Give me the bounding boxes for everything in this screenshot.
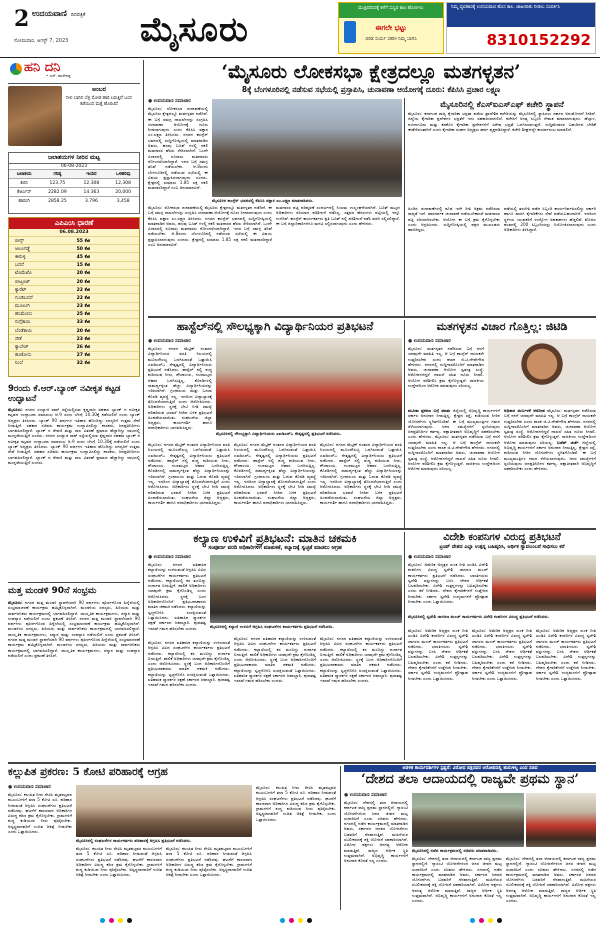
- table-cell: 14.363: [76, 188, 108, 197]
- story-byline: ● ಉದಯವಾಣಿ ಸಮಾಚಾರ: [408, 339, 451, 344]
- story-body: ಮೈಸೂರು: ಕಲುಷಿತ ನೀರು ಸೇವಿಸಿ ಮೃತಪಟ್ಟವರ ಕುಟುಂಬಗಳಿಗೆ ತಲಾ 5 ಕೋಟಿ ರೂ. ಪರಿಹಾರ ನೀಡುವಂತೆ ಆಗ್ರಹಿಸಿ ಸಂಘಟನೆಗಳು ಪ್ರತಿಭಟನೆ ನಡೆಸಿದವು. ಘಟನೆಗೆ ಕಾರಣರಾದ ಅಧಿಕಾರಿಗಳ ವಿರುದ್ಧ ಕಠಿಣ ಕ್ರಮ ಕೈಗೊಳ್ಳಬೇಕು. ಗ್ರಾಮಗಳಿಗೆ ಶುದ್ಧ ಕುಡಿಯುವ ನೀರು ಪೂರೈಸಬೇಕು. ಅಸ್ವಸ್ಥರಾದವರಿಗೆ ಉಚಿತ ಚಿಕಿತ್ಸೆ ನೀಡಬೇಕು ಎಂದು ಒತ್ತಾಯಿಸಿದರು.: [8, 792, 72, 835]
- story-foreign: [408, 532, 596, 551]
- story-headline: ಹಾಸ್ಟೆಲ್‌ನಲ್ಲಿ ಸೌಲಭ್ಯಕ್ಕಾಗಿ ವಿದ್ಯಾರ್ಥಿನಿಯರ ಪ್ರತಿಭಟನೆ: [176, 319, 374, 333]
- apmc-item-name: ಸೌತೆ: [15, 336, 22, 342]
- advert-box-2: [446, 2, 596, 54]
- story-body-col: ಮೈಸೂರು: ದೇಶದಲ್ಲಿ ತಲಾ ಆದಾಯದಲ್ಲಿ ಕರ್ನಾಟಕ ರಾಜ್ಯ ಪ್ರಥಮ ಸ್ಥಾನದಲ್ಲಿದೆ. ಗ್ಯಾರಂಟಿ ಯೋಜನೆಗಳಿಂದ ಜನರ ಜೀವನ ಮಟ್ಟ ಸುಧಾರಿಸಿದೆ ಎಂದು ಸಚಿವರು ಹೇಳಿದರು. ನಗರದಲ್ಲಿ ನಡೆದ ಕಾರ್ಯಕ್ರಮದಲ್ಲಿ ಮಾತನಾಡಿದ ಅವರು, ಸರ್ಕಾರದ ಜನಪರ ಯೋಜನೆಗಳು ಬಡವರಿಗೆ ನೆರವಾಗುತ್ತಿವೆ. ಮಹಿಳೆಯರ ಸಬಲೀಕರಣಕ್ಕೆ ಶಕ್ತಿ ಯೋಜನೆ ಸಹಕಾರಿಯಾಗಿದೆ. ವಿರೋಧ ಪಕ್ಷಗಳು ಅನಗತ್ಯ ಆರೋಪ ಮಾಡುತ್ತಿವೆ. ರಾಜ್ಯದ ಆರ್ಥಿಕ ಸ್ಥಿತಿ ಉತ್ತಮವಾಗಿದೆ. ಅಭಿವೃದ್ಧಿ ಕಾರ್ಯಗಳಿಗೆ ಅನುದಾನ ಕೊರತೆ ಇಲ್ಲ ಎಂದರು.: [412, 856, 502, 904]
- story-body: ಮೈಸೂರು: ನಗರದ ಮತ್ತ ಮಂಡಳಿ ಸ್ಥಾಪನೆಯಾಗಿ 90 ವರ್ಷಗಳು ಪೂರ್ಣಗೊಂಡ ಹಿನ್ನೆಲೆಯಲ್ಲಿ ಸಂಭ್ರಮಾಚರಣೆ ಕಾರ್ಯಕ್ರಮ ಹಮ್ಮಿಕೊಳ್ಳಲಾಗಿದೆ. ಮಂಡಳಿಯ ಸದಸ್ಯರು, ಹಿರಿಯರು ಮತ್ತು ಸಾರ್ವಜನಿಕರು ಕಾರ್ಯಕ್ರಮದಲ್ಲಿ ಭಾಗವಹಿಸಲಿದ್ದಾರೆ. ಸಾಂಸ್ಕೃತಿಕ ಕಾರ್ಯಕ್ರಮಗಳು, ಸನ್ಮಾನ ಮತ್ತು ಉಪನ್ಯಾಸ ನಡೆಯಲಿದೆ ಎಂದು ಪ್ರಕಟಣೆ ತಿಳಿಸಿದೆ. ನಗರದ ಮತ್ತ ಮಂಡಳಿ ಸ್ಥಾಪನೆಯಾಗಿ 90 ವರ್ಷಗಳು ಪೂರ್ಣಗೊಂಡ ಹಿನ್ನೆಲೆಯಲ್ಲಿ ಸಂಭ್ರಮಾಚರಣೆ ಕಾರ್ಯಕ್ರಮ ಹಮ್ಮಿಕೊಳ್ಳಲಾಗಿದೆ. ಮಂಡಳಿಯ ಸದಸ್ಯರು, ಹಿರಿಯರು ಮತ್ತು ಸಾರ್ವಜನಿಕರು ಕಾರ್ಯಕ್ರಮದಲ್ಲಿ ಭಾಗವಹಿಸಲಿದ್ದಾರೆ. ಸಾಂಸ್ಕೃತಿಕ ಕಾರ್ಯಕ್ರಮಗಳು, ಸನ್ಮಾನ ಮತ್ತು ಉಪನ್ಯಾಸ ನಡೆಯಲಿದೆ ಎಂದು ಪ್ರಕಟಣೆ ತಿಳಿಸಿದೆ. ನಗರದ ಮತ್ತ ಮಂಡಳಿ ಸ್ಥಾಪನೆಯಾಗಿ 90 ವರ್ಷಗಳು ಪೂರ್ಣಗೊಂಡ ಹಿನ್ನೆಲೆಯಲ್ಲಿ ಸಂಭ್ರಮಾಚರಣೆ ಕಾರ್ಯಕ್ರಮ ಹಮ್ಮಿಕೊಳ್ಳಲಾಗಿದೆ. ಮಂಡಳಿಯ ಸದಸ್ಯರು, ಹಿರಿಯರು ಮತ್ತು ಸಾರ್ವಜನಿಕರು ಕಾರ್ಯಕ್ರಮದಲ್ಲಿ ಭಾಗವಹಿಸಲಿದ್ದಾರೆ. ಸಾಂಸ್ಕೃತಿಕ ಕಾರ್ಯಕ್ರಮಗಳು, ಸನ್ಮಾನ ಮತ್ತು ಉಪನ್ಯಾಸ ನಡೆಯಲಿದೆ ಎಂದು ಪ್ರಕಟಣೆ ತಿಳಿಸಿದೆ.: [8, 600, 140, 658]
- page-number: 2: [14, 6, 30, 32]
- poem-title: ಅಂಬರ: [92, 86, 106, 93]
- desh-photo-caption: ಮೈಸೂರಿನಲ್ಲಿ ನಡೆದ ಕಾರ್ಯಕ್ರಮದಲ್ಲಿ ಸಚಿವರು ಮಾತನಾಡಿದರು.: [412, 848, 499, 853]
- story-headline: ವಿದೇಶಿ ಕಂಪನಿಗಳ ವಿರುದ್ಧ ಪ್ರತಿಭಟನೆ: [443, 532, 561, 543]
- apmc-item-name: ಹಸಿಮೆಣಸು: [15, 312, 33, 318]
- apmc-item-name: ಬದನೆ: [15, 263, 24, 269]
- story-body: ಮೈಸೂರು: ದೇಶದಲ್ಲಿ ತಲಾ ಆದಾಯದಲ್ಲಿ ಕರ್ನಾಟಕ ರಾಜ್ಯ ಪ್ರಥಮ ಸ್ಥಾನದಲ್ಲಿದೆ. ಗ್ಯಾರಂಟಿ ಯೋಜನೆಗಳಿಂದ ಜನರ ಜೀವನ ಮಟ್ಟ ಸುಧಾರಿಸಿದೆ ಎಂದು ಸಚಿವರು ಹೇಳಿದರು. ನಗರದಲ್ಲಿ ನಡೆದ ಕಾರ್ಯಕ್ರಮದಲ್ಲಿ ಮಾತನಾಡಿದ ಅವರು, ಸರ್ಕಾರದ ಜನಪರ ಯೋಜನೆಗಳು ಬಡವರಿಗೆ ನೆರವಾಗುತ್ತಿವೆ. ಮಹಿಳೆಯರ ಸಬಲೀಕರಣಕ್ಕೆ ಶಕ್ತಿ ಯೋಜನೆ ಸಹಕಾರಿಯಾಗಿದೆ. ವಿರೋಧ ಪಕ್ಷಗಳು ಅನಗತ್ಯ ಆರೋಪ ಮಾಡುತ್ತಿವೆ. ರಾಜ್ಯದ ಆರ್ಥಿಕ ಸ್ಥಿತಿ ಉತ್ತಮವಾಗಿದೆ. ಅಭಿವೃದ್ಧಿ ಕಾರ್ಯಗಳಿಗೆ ಅನುದಾನ ಕೊರತೆ ಇಲ್ಲ ಎಂದರು.: [344, 800, 408, 864]
- list-item: [9, 326, 139, 334]
- desh-photo-2: [526, 793, 596, 847]
- apmc-item-price: 22 ಕೆಜಿ: [76, 287, 90, 293]
- honey-dani-box: [8, 60, 140, 84]
- story-body: ಮೈಸೂರು: ಕರ್ನಾಟಕ ರಾಜ್ಯ ಕೈಗಾರಿಕಾ ಭದ್ರತಾ ಪಡೆಯ ಪ್ರಾದೇಶಿಕ ಕಚೇರಿಯನ್ನು ಮೈಸೂರಿನಲ್ಲಿ ಸ್ಥಾಪಿಸಲು ಸರ್ಕಾರ ಅನುಮೋದನೆ ನೀಡಿದೆ. ಜಿಲ್ಲೆಯ ಕೈಗಾರಿಕಾ ಪ್ರದೇಶಗಳ ಭದ್ರತೆಗೆ ಇದು ಸಹಕಾರಿಯಾಗಲಿದೆ. ಕಚೇರಿಗೆ ಅಗತ್ಯ ಸಿಬ್ಬಂದಿ ನೇಮಕ ಮಾಡಲಾಗುವುದು. ಹೆಬ್ಬಾಳ, ನಂಜನಗೂಡು ಮತ್ತು ಕಡಕೊಳ ಕೈಗಾರಿಕಾ ಪ್ರದೇಶಗಳಿಗೆ ವಿಶೇಷ ಭದ್ರತೆ ಒದಗಿಸಲಾಗುತ್ತದೆ. ಉದ್ದಿಮೆದಾರರ ಬಹುದಿನದ ಬೇಡಿಕೆ ಈಡೇರಿದಂತಾಗಿದೆ ಎಂದು ಕೈಗಾರಿಕಾ ಸಂಘದ ಅಧ್ಯಕ್ಷರು ಹರ್ಷ ವ್ಯಕ್ತಪಡಿಸಿದ್ದಾರೆ. ಕಚೇರಿ ಶೀಘ್ರದಲ್ಲೇ ಕಾರ್ಯಾರಂಭ ಮಾಡಲಿದೆ.: [408, 111, 596, 132]
- registration-dots: [470, 918, 502, 923]
- list-item: [9, 244, 139, 252]
- column-divider: [404, 98, 405, 316]
- kalupu-photo-caption: ಮೈಸೂರಿನಲ್ಲಿ ಸಂಘಟನೆಗಳ ಕಾರ್ಯಕರ್ತರು ಪರಿಹಾರಕ್ಕೆ ಆಗ್ರಹಿಸಿ ಪ್ರತಿಭಟನೆ ನಡೆಸಿದರು.: [76, 838, 192, 843]
- apmc-item-name: ಗುಂಡಿಬದನೆ: [15, 295, 33, 301]
- foreign-col: [408, 554, 488, 616]
- story-body-col: ಮೈಸೂರು: ನಗರದ ಐತಿಹಾಸಿಕ ಕಲ್ಯಾಣಿಯನ್ನು ಉಳಿಸುವಂತೆ ಆಗ್ರಹಿಸಿ ವಿವಿಧ ಸಂಘಟನೆಗಳ ಕಾರ್ಯಕರ್ತರು ಪ್ರತಿಭಟನೆ ನಡೆಸಿದರು. ಕಲ್ಯಾಣಿಯಲ್ಲಿ ಕಸ ತುಂಬಿದ್ದು ದುರ್ನಾತ ಬೀರುತ್ತಿದೆ. ಪಾಲಿಕೆ ಅಧಿಕಾರಿಗಳು ಯಾವುದೇ ಕ್ರಮ ಕೈಗೊಂಡಿಲ್ಲ ಎಂದು ಆರೋಪಿಸಿದರು. ಸ್ಥಳಕ್ಕೆ ಬಂದ ಅಧಿಕಾರಿಗಳೊಂದಿಗೆ ಪ್ರತಿಭಟನಾಕಾರರು ಮಾತಿನ ಚಕಮಕಿ ನಡೆಸಿದರು. ಕಲ್ಯಾಣಿಯನ್ನು ಸ್ವಚ್ಛಗೊಳಿಸಿ ಸಂರಕ್ಷಿಸುವಂತೆ ಒತ್ತಾಯಿಸಿದರು. ಐತಿಹಾಸಿಕ ಸ್ಮಾರಕಗಳ ರಕ್ಷಣೆ ಸರ್ಕಾರದ ಜವಾಬ್ದಾರಿ. ಪುರಾತತ್ವ ಇಲಾಖೆ ಗಮನ ಹರಿಸಬೇಕು ಎಂದರು.: [320, 636, 402, 684]
- story-headline: 9ರಂದು ಕೆ.ಆರ್.ಬ್ಯಾಂಕ್ ನವೀಕೃತ ಕಟ್ಟಡ ಉದ್ಘಾಟನೆ: [8, 384, 121, 404]
- story-headline: ಮತಗಳ್ಳತನ ವಿಚಾರ ಗೊತ್ತಿಲ್ಲ: ಜಿಟಿಡಿ: [436, 320, 568, 333]
- reservoir-date: 06-08-2023: [60, 164, 88, 169]
- story-desh: [344, 765, 596, 788]
- apmc-price-box: [8, 217, 140, 377]
- list-item: [9, 342, 139, 350]
- lead-byline: ● ಉದಯವಾಣಿ ಸಮಾಚಾರ: [148, 99, 191, 104]
- apmc-item-price: 20 ಕೆಜಿ: [76, 328, 90, 334]
- story-ksisf: [408, 99, 596, 207]
- lead-body-1: ಮೈಸೂರು: ಲೋಕಸಭಾ ಚುನಾವಣೆಯಲ್ಲಿ ಮೈಸೂರು ಕ್ಷೇತ್ರದಲ್ಲೂ ಮತಗಳ್ಳತನ ನಡೆದಿದೆ. ಈ ಬಗ್ಗೆ ಸಮಗ್ರ ದಾಖಲೆಗಳನ್ನು ಸಂಗ್ರಹಿಸಿ ಚುನಾವಣಾ ಆಯೋಗಕ್ಕೆ ದೂರು ನೀಡಲಾಗುವುದು ಎಂದು ಕೆಪಿಸಿಸಿ ವಕ್ತಾರ ಎಂ.ಲಕ್ಷ್ಮಣ ತಿಳಿಸಿದರು. ನಗರದ ಕಾಂಗ್ರೆಸ್ ಭವನದಲ್ಲಿ ಸುದ್ದಿಗೋಷ್ಠಿಯಲ್ಲಿ ಮಾತನಾಡಿದ ಅವರು, ಹಲವು ಬೂತ್ ಗಳಲ್ಲಿ ನಕಲಿ ಮತದಾರರ ಹೆಸರು ಸೇರಿಸಲಾಗಿದೆ. ಒಂದೇ ವಿಳಾಸದಲ್ಲಿ ನೂರಾರು ಮತದಾರರು ನೋಂದಣಿಯಾಗಿದ್ದಾರೆ. ಇದರ ಬಗ್ಗೆ ಸಮಗ್ರ ತನಿಖೆ ನಡೆಯಬೇಕು. ಆ.8ರಂದು ಬೆಂಗಳೂರಿನಲ್ಲಿ ನಡೆಯುವ ಸಭೆಯಲ್ಲಿ ಈ ವಿಷಯ ಪ್ರಸ್ತಾಪಿಸಲಾಗುವುದು ಎಂದರು. ಕ್ಷೇತ್ರದಲ್ಲಿ ಸುಮಾರು 1.85 ಲಕ್ಷ ನಕಲಿ ಮತದಾರರಿದ್ದಾರೆ ಎಂಬ ಅನುಮಾನವಿದೆ.: [148, 106, 208, 191]
- story-body-col: ಮೈಸೂರು: ದೇಶದಲ್ಲಿ ತಲಾ ಆದಾಯದಲ್ಲಿ ಕರ್ನಾಟಕ ರಾಜ್ಯ ಪ್ರಥಮ ಸ್ಥಾನದಲ್ಲಿದೆ. ಗ್ಯಾರಂಟಿ ಯೋಜನೆಗಳಿಂದ ಜನರ ಜೀವನ ಮಟ್ಟ ಸುಧಾರಿಸಿದೆ ಎಂದು ಸಚಿವರು ಹೇಳಿದರು. ನಗರದಲ್ಲಿ ನಡೆದ ಕಾರ್ಯಕ್ರಮದಲ್ಲಿ ಮಾತನಾಡಿದ ಅವರು, ಸರ್ಕಾರದ ಜನಪರ ಯೋಜನೆಗಳು ಬಡವರಿಗೆ ನೆರವಾಗುತ್ತಿವೆ. ಮಹಿಳೆಯರ ಸಬಲೀಕರಣಕ್ಕೆ ಶಕ್ತಿ ಯೋಜನೆ ಸಹಕಾರಿಯಾಗಿದೆ. ವಿರೋಧ ಪಕ್ಷಗಳು ಅನಗತ್ಯ ಆರೋಪ ಮಾಡುತ್ತಿವೆ. ರಾಜ್ಯದ ಆರ್ಥಿಕ ಸ್ಥಿತಿ ಉತ್ತಮವಾಗಿದೆ. ಅಭಿವೃದ್ಧಿ ಕಾರ್ಯಗಳಿಗೆ ಅನುದಾನ ಕೊರತೆ ಇಲ್ಲ ಎಂದರು.: [506, 856, 596, 904]
- apmc-item-name: ಟೊಮೆಟೊ: [15, 271, 32, 277]
- advert-phone-number: 8310152292: [486, 31, 591, 49]
- story-body: ಮೈಸೂರು: ನಗರದ ಮೆಟ್ರಿಕ್ ನಂತರದ ವಿದ್ಯಾರ್ಥಿನಿಯರ ವಸತಿ ನಿಲಯದಲ್ಲಿ ಮೂಲಸೌಲಭ್ಯ ಒದಗಿಸುವಂತೆ ಒತ್ತಾಯಿಸಿ ಎಐಡಿಎಸ್ಒ ನೇತೃತ್ವದಲ್ಲಿ ವಿದ್ಯಾರ್ಥಿನಿಯರು ಪ್ರತಿಭಟನೆ ನಡೆಸಿದರು. ಹಾಸ್ಟೆಲ್ ನಲ್ಲಿ ಶುದ್ಧ ಕುಡಿಯುವ ನೀರು, ಶೌಚಾಲಯ, ಗುಣಮಟ್ಟದ ಆಹಾರ ಒದಗಿಸುತ್ತಿಲ್ಲ. ಕೊಠಡಿಗಳಲ್ಲಿ ಸಾಮರ್ಥ್ಯಕ್ಕಿಂತ ಹೆಚ್ಚು ವಿದ್ಯಾರ್ಥಿನಿಯರನ್ನು ಇರಿಸಲಾಗಿದೆ. ಗ್ರಂಥಾಲಯ ಮತ್ತು ಓದುವ ಕೊಠಡಿ ವ್ಯವಸ್ಥೆ ಇಲ್ಲ. ಇದರಿಂದ ವಿದ್ಯಾಭ್ಯಾಸಕ್ಕೆ ತೊಂದರೆಯಾಗುತ್ತಿದೆ ಎಂದು ಆರೋಪಿಸಿದರು. ಅಧಿಕಾರಿಗಳು ಸ್ಥಳಕ್ಕೆ ಭೇಟಿ ನೀಡಿ ಸಮಸ್ಯೆ ಪರಿಹರಿಸುವ ಭರವಸೆ ನೀಡಿದ ಬಳಿಕ ಪ್ರತಿಭಟನೆ ಹಿಂಪಡೆಯಲಾಯಿತು. ಸಂಘಟನೆಯ ಜಿಲ್ಲಾ ಅಧ್ಯಕ್ಷರು, ಕಾರ್ಯದರ್ಶಿ ಹಾಗೂ ಪದಾಧಿಕಾರಿಗಳು ಭಾಗವಹಿಸಿದ್ದರು.: [148, 346, 212, 431]
- story-body-col: ಮೈಸೂರು: ಕಲುಷಿತ ನೀರು ಸೇವಿಸಿ ಮೃತಪಟ್ಟವರ ಕುಟುಂಬಗಳಿಗೆ ತಲಾ 5 ಕೋಟಿ ರೂ. ಪರಿಹಾರ ನೀಡುವಂತೆ ಆಗ್ರಹಿಸಿ ಸಂಘಟನೆಗಳು ಪ್ರತಿಭಟನೆ ನಡೆಸಿದವು. ಘಟನೆಗೆ ಕಾರಣರಾದ ಅಧಿಕಾರಿಗಳ ವಿರುದ್ಧ ಕಠಿಣ ಕ್ರಮ ಕೈಗೊಳ್ಳಬೇಕು. ಗ್ರಾಮಗಳಿಗೆ ಶುದ್ಧ ಕುಡಿಯುವ ನೀರು ಪೂರೈಸಬೇಕು. ಅಸ್ವಸ್ಥರಾದವರಿಗೆ ಉಚಿತ ಚಿಕಿತ್ಸೆ ನೀಡಬೇಕು ಎಂದು ಒತ್ತಾಯಿಸಿದರು.: [166, 846, 252, 878]
- advert-top-text: ಮುಕ್ತಿಪರಿಸರಕ್ಕೆ ಕಳೆಗೆ ಸುಸ್ಥಿರ ಕಾಲ ಹೊರ್ಣಲು: [339, 3, 443, 18]
- story-body-col: ಮೈಸೂರು: ನಗರದ ಐತಿಹಾಸಿಕ ಕಲ್ಯಾಣಿಯನ್ನು ಉಳಿಸುವಂತೆ ಆಗ್ರಹಿಸಿ ವಿವಿಧ ಸಂಘಟನೆಗಳ ಕಾರ್ಯಕರ್ತರು ಪ್ರತಿಭಟನೆ ನಡೆಸಿದರು. ಕಲ್ಯಾಣಿಯಲ್ಲಿ ಕಸ ತುಂಬಿದ್ದು ದುರ್ನಾತ ಬೀರುತ್ತಿದೆ. ಪಾಲಿಕೆ ಅಧಿಕಾರಿಗಳು ಯಾವುದೇ ಕ್ರಮ ಕೈಗೊಂಡಿಲ್ಲ ಎಂದು ಆರೋಪಿಸಿದರು. ಸ್ಥಳಕ್ಕೆ ಬಂದ ಅಧಿಕಾರಿಗಳೊಂದಿಗೆ ಪ್ರತಿಭಟನಾಕಾರರು ಮಾತಿನ ಚಕಮಕಿ ನಡೆಸಿದರು. ಕಲ್ಯಾಣಿಯನ್ನು ಸ್ವಚ್ಛಗೊಳಿಸಿ ಸಂರಕ್ಷಿಸುವಂತೆ ಒತ್ತಾಯಿಸಿದರು. ಐತಿಹಾಸಿಕ ಸ್ಮಾರಕಗಳ ರಕ್ಷಣೆ ಸರ್ಕಾರದ ಜವಾಬ್ದಾರಿ. ಪುರಾತತ್ವ ಇಲಾಖೆ ಗಮನ ಹರಿಸಬೇಕು ಎಂದರು.: [234, 636, 316, 684]
- list-item: [9, 351, 139, 359]
- story-body-col: ಮೈಸೂರು: ನಗರದ ಮೆಟ್ರಿಕ್ ನಂತರದ ವಿದ್ಯಾರ್ಥಿನಿಯರ ವಸತಿ ನಿಲಯದಲ್ಲಿ ಮೂಲಸೌಲಭ್ಯ ಒದಗಿಸುವಂತೆ ಒತ್ತಾಯಿಸಿ ಎಐಡಿಎಸ್ಒ ನೇತೃತ್ವದಲ್ಲಿ ವಿದ್ಯಾರ್ಥಿನಿಯರು ಪ್ರತಿಭಟನೆ ನಡೆಸಿದರು. ಹಾಸ್ಟೆಲ್ ನಲ್ಲಿ ಶುದ್ಧ ಕುಡಿಯುವ ನೀರು, ಶೌಚಾಲಯ, ಗುಣಮಟ್ಟದ ಆಹಾರ ಒದಗಿಸುತ್ತಿಲ್ಲ. ಕೊಠಡಿಗಳಲ್ಲಿ ಸಾಮರ್ಥ್ಯಕ್ಕಿಂತ ಹೆಚ್ಚು ವಿದ್ಯಾರ್ಥಿನಿಯರನ್ನು ಇರಿಸಲಾಗಿದೆ. ಗ್ರಂಥಾಲಯ ಮತ್ತು ಓದುವ ಕೊಠಡಿ ವ್ಯವಸ್ಥೆ ಇಲ್ಲ. ಇದರಿಂದ ವಿದ್ಯಾಭ್ಯಾಸಕ್ಕೆ ತೊಂದರೆಯಾಗುತ್ತಿದೆ ಎಂದು ಆರೋಪಿಸಿದರು. ಅಧಿಕಾರಿಗಳು ಸ್ಥಳಕ್ಕೆ ಭೇಟಿ ನೀಡಿ ಸಮಸ್ಯೆ ಪರಿಹರಿಸುವ ಭರವಸೆ ನೀಡಿದ ಬಳಿಕ ಪ್ರತಿಭಟನೆ ಹಿಂಪಡೆಯಲಾಯಿತು. ಸಂಘಟನೆಯ ಜಿಲ್ಲಾ ಅಧ್ಯಕ್ಷರು, ಕಾರ್ಯದರ್ಶಿ ಹಾಗೂ ಪದಾಧಿಕಾರಿಗಳು ಭಾಗವಹಿಸಿದ್ದರು.: [320, 442, 402, 506]
- advert-headline: ಈಗಲೇ ಭಟ್ಟು: [375, 24, 407, 32]
- lead-subhead: 8ಕ್ಕೆ ಬೆಂಗಳೂರಿನಲ್ಲಿ ನಡೆಸುವ ಸಭೆಯಲ್ಲಿ ಪ್ರಸ್ತಾಪಿಸಿ, ಚುನಾವಣಾ ಆಯೋಗಕ್ಕೆ ದೂರು: ಕೆಪಿಸಿಸಿ ಪ್ರಚಾರ ಲಕ್ಷ್ಮಣ: [241, 85, 501, 94]
- story-body-col: ಅಧಿಕಾರ ದುರ್ಬಳಕೆ ಆರೋಪ ಮೈಸೂರು: ಮತಗಳ್ಳತನ ನಡೆದಿರುವ ಬಗ್ಗೆ ನನಗೆ ಯಾವುದೇ ಮಾಹಿತಿ ಇಲ್ಲ. ಆ ಬಗ್ಗೆ ಕಾಂಗ್ರೆಸ್ ನಾಯಕರೇ ಉತ್ತರಿಸಬೇಕು ಎಂದು ಶಾಸಕ ಜಿ.ಟಿ.ದೇವೇಗೌಡ ಹೇಳಿದರು. ನಗರದಲ್ಲಿ ಸುದ್ದಿಗಾರರೊಂದಿಗೆ ಮಾತನಾಡಿದ ಅವರು, ಚುನಾವಣಾ ಆಯೋಗ ಸ್ವತಂತ್ರ ಸಂಸ್ಥೆ. ಆರೋಪಗಳಿದ್ದರೆ ದಾಖಲೆ ಸಹಿತ ದೂರು ನೀಡಲಿ. ಆಯೋಗ ಪರಿಶೀಲಿಸಿ ಕ್ರಮ ಕೈಗೊಳ್ಳುತ್ತದೆ. ರಾಜಕೀಯ ಉದ್ದೇಶದಿಂದ ಆರೋಪ ಮಾಡುವುದು ಸರಿಯಲ್ಲ. ಬಜೆಟ್ ಚರ್ಚೆ ಜಿಲ್ಲೆಯಲ್ಲಿ ಅಭಿವೃದ್ಧಿ ಕಾರ್ಯಗಳಿಗೆ ಸರ್ಕಾರ ಅನುದಾನ ನೀಡುತ್ತಿಲ್ಲ. ಕ್ಷೇತ್ರದ ರಸ್ತೆ, ಕುಡಿಯುವ ನೀರಿನ ಯೋಜನೆಗಳು ಸ್ಥಗಿತಗೊಂಡಿವೆ. ಈ ಬಗ್ಗೆ ಮುಖ್ಯಮಂತ್ರಿಗಳ ಗಮನ ಸೆಳೆಯಲಾಗುವುದು. ಜನರ ಸಮಸ್ಯೆಗಳಿಗೆ ಸ್ಪಂದಿಸುವುದು ಜನಪ್ರತಿನಿಧಿಗಳ ಕರ್ತವ್ಯ. ಪಕ್ಷಾತೀತವಾಗಿ ಅಭಿವೃದ್ಧಿಗೆ ಸಹಕರಿಸಬೇಕು ಎಂದು ಹೇಳಿದರು.: [504, 408, 596, 472]
- advert-top-text: ನಿಮ್ಮ ವ್ಯವಹಾರಕ್ಕೆ ಉದಯವಾಣಿ ಹೊಸ ಕಾಲ. ಜಾಹೀರಾತು ನೀಡಲು ಸಂಪರ್ಕಿಸಿ: [447, 3, 595, 27]
- story-body-col: ಮೈಸೂರು: ನಗರದ ಐತಿಹಾಸಿಕ ಕಲ್ಯಾಣಿಯನ್ನು ಉಳಿಸುವಂತೆ ಆಗ್ರಹಿಸಿ ವಿವಿಧ ಸಂಘಟನೆಗಳ ಕಾರ್ಯಕರ್ತರು ಪ್ರತಿಭಟನೆ ನಡೆಸಿದರು. ಕಲ್ಯಾಣಿಯಲ್ಲಿ ಕಸ ತುಂಬಿದ್ದು ದುರ್ನಾತ ಬೀರುತ್ತಿದೆ. ಪಾಲಿಕೆ ಅಧಿಕಾರಿಗಳು ಯಾವುದೇ ಕ್ರಮ ಕೈಗೊಂಡಿಲ್ಲ ಎಂದು ಆರೋಪಿಸಿದರು. ಸ್ಥಳಕ್ಕೆ ಬಂದ ಅಧಿಕಾರಿಗಳೊಂದಿಗೆ ಪ್ರತಿಭಟನಾಕಾರರು ಮಾತಿನ ಚಕಮಕಿ ನಡೆಸಿದರು. ಕಲ್ಯಾಣಿಯನ್ನು ಸ್ವಚ್ಛಗೊಳಿಸಿ ಸಂರಕ್ಷಿಸುವಂತೆ ಒತ್ತಾಯಿಸಿದರು. ಐತಿಹಾಸಿಕ ಸ್ಮಾರಕಗಳ ರಕ್ಷಣೆ ಸರ್ಕಾರದ ಜವಾಬ್ದಾರಿ. ಪುರಾತತ್ವ ಇಲಾಖೆ ಗಮನ ಹರಿಸಬೇಕು ಎಂದರು.: [148, 640, 230, 688]
- apmc-rows: [9, 236, 139, 367]
- table-header: ಒಳಹರಿವು: [107, 170, 139, 179]
- reservoir-table: [9, 169, 139, 205]
- column-divider: [404, 532, 405, 760]
- table-cell: 123.75: [39, 179, 75, 188]
- apmc-item-price: 20 ಕೆಜಿ: [76, 279, 90, 285]
- story-body-col: ಮೈಸೂರು: ಕಲುಷಿತ ನೀರು ಸೇವಿಸಿ ಮೃತಪಟ್ಟವರ ಕುಟುಂಬಗಳಿಗೆ ತಲಾ 5 ಕೋಟಿ ರೂ. ಪರಿಹಾರ ನೀಡುವಂತೆ ಆಗ್ರಹಿಸಿ ಸಂಘಟನೆಗಳು ಪ್ರತಿಭಟನೆ ನಡೆಸಿದವು. ಘಟನೆಗೆ ಕಾರಣರಾದ ಅಧಿಕಾರಿಗಳ ವಿರುದ್ಧ ಕಠಿಣ ಕ್ರಮ ಕೈಗೊಳ್ಳಬೇಕು. ಗ್ರಾಮಗಳಿಗೆ ಶುದ್ಧ ಕುಡಿಯುವ ನೀರು ಪೂರೈಸಬೇಕು. ಅಸ್ವಸ್ಥರಾದವರಿಗೆ ಉಚಿತ ಚಿಕಿತ್ಸೆ ನೀಡಬೇಕು ಎಂದು ಒತ್ತಾಯಿಸಿದರು.: [256, 785, 336, 822]
- apmc-item-price: 27 ಕೆಜಿ: [76, 353, 90, 359]
- story-body: ಮೈಸೂರು: ಮತಗಳ್ಳತನ ನಡೆದಿರುವ ಬಗ್ಗೆ ನನಗೆ ಯಾವುದೇ ಮಾಹಿತಿ ಇಲ್ಲ. ಆ ಬಗ್ಗೆ ಕಾಂಗ್ರೆಸ್ ನಾಯಕರೇ ಉತ್ತರಿಸಬೇಕು ಎಂದು ಶಾಸಕ ಜಿ.ಟಿ.ದೇವೇಗೌಡ ಹೇಳಿದರು. ನಗರದಲ್ಲಿ ಸುದ್ದಿಗಾರರೊಂದಿಗೆ ಮಾತನಾಡಿದ ಅವರು, ಚುನಾವಣಾ ಆಯೋಗ ಸ್ವತಂತ್ರ ಸಂಸ್ಥೆ. ಆರೋಪಗಳಿದ್ದರೆ ದಾಖಲೆ ಸಹಿತ ದೂರು ನೀಡಲಿ. ಆಯೋಗ ಪರಿಶೀಲಿಸಿ ಕ್ರಮ ಕೈಗೊಳ್ಳುತ್ತದೆ. ರಾಜಕೀಯ ಉದ್ದೇಶದಿಂದ ಆರೋಪ ಮಾಡುವುದು ಸರಿಯಲ್ಲ.: [408, 346, 484, 389]
- list-item: [9, 318, 139, 326]
- divider: [8, 582, 140, 583]
- list-item: [9, 293, 139, 301]
- story-krbank: [8, 384, 140, 583]
- table-cell: ಕೆಆರ್ಎಸ್: [9, 188, 39, 197]
- list-item: [9, 277, 139, 285]
- kalyana-col: [148, 554, 206, 642]
- apmc-item-name: ಈರುಳ್ಳಿ: [15, 254, 26, 260]
- apmc-item-name: ಕ್ಯಾಬೇಜ್: [15, 345, 29, 351]
- apmc-item-price: 33 ಕೆಜಿ: [76, 320, 90, 326]
- lead-photo-caption: ಮೈಸೂರಿನ ಕಾಂಗ್ರೆಸ್ ಭವನದಲ್ಲಿ ಕೆಪಿಸಿಸಿ ವಕ್ತಾರ ಎಂ.ಲಕ್ಷ್ಮಣ ಮಾತನಾಡಿದರು.: [212, 198, 314, 203]
- story-gtd: [408, 320, 596, 333]
- lead-body-2: ಮೈಸೂರು: ಲೋಕಸಭಾ ಚುನಾವಣೆಯಲ್ಲಿ ಮೈಸೂರು ಕ್ಷೇತ್ರದಲ್ಲೂ ಮತಗಳ್ಳತನ ನಡೆದಿದೆ. ಈ ಬಗ್ಗೆ ಸಮಗ್ರ ದಾಖಲೆಗಳನ್ನು ಸಂಗ್ರಹಿಸಿ ಚುನಾವಣಾ ಆಯೋಗಕ್ಕೆ ದೂರು ನೀಡಲಾಗುವುದು ಎಂದು ಕೆಪಿಸಿಸಿ ವಕ್ತಾರ ಎಂ.ಲಕ್ಷ್ಮಣ ತಿಳಿಸಿದರು. ನಗರದ ಕಾಂಗ್ರೆಸ್ ಭವನದಲ್ಲಿ ಸುದ್ದಿಗೋಷ್ಠಿಯಲ್ಲಿ ಮಾತನಾಡಿದ ಅವರು, ಹಲವು ಬೂತ್ ಗಳಲ್ಲಿ ನಕಲಿ ಮತದಾರರ ಹೆಸರು ಸೇರಿಸಲಾಗಿದೆ. ಒಂದೇ ವಿಳಾಸದಲ್ಲಿ ನೂರಾರು ಮತದಾರರು ನೋಂದಣಿಯಾಗಿದ್ದಾರೆ. ಇದರ ಬಗ್ಗೆ ಸಮಗ್ರ ತನಿಖೆ ನಡೆಯಬೇಕು. ಆ.8ರಂದು ಬೆಂಗಳೂರಿನಲ್ಲಿ ನಡೆಯುವ ಸಭೆಯಲ್ಲಿ ಈ ವಿಷಯ ಪ್ರಸ್ತಾಪಿಸಲಾಗುವುದು ಎಂದರು. ಕ್ಷೇತ್ರದಲ್ಲಿ ಸುಮಾರು 1.85 ಲಕ್ಷ ನಕಲಿ ಮತದಾರರಿದ್ದಾರೆ ಎಂಬ ಅನುಮಾನವಿದೆ.: [148, 205, 272, 248]
- story-body-col: ಮೈಸೂರು: ಅಮೆರಿಕ ಅಧ್ಯಕ್ಷರ ಸುಂಕ ನೀತಿ ಖಂಡಿಸಿ ವಿದೇಶಿ ಕಂಪನಿಗಳ ವಿರುದ್ಧ ಸ್ವದೇಶಿ ಜಾಗರಣ ಮಂಚ್ ಕಾರ್ಯಕರ್ತರು ಪ್ರತಿಭಟನೆ ನಡೆಸಿದರು. ಭಾರತೀಯರು ಸ್ವದೇಶಿ ವಸ್ತುಗಳನ್ನು ಬಳಸಿ ದೇಶದ ಆರ್ಥಿಕತೆ ಬಲಪಡಿಸಬೇಕು. ವಿದೇಶಿ ಉತ್ಪನ್ನಗಳನ್ನು ಬಹಿಷ್ಕರಿಸಬೇಕು ಎಂದು ಕರೆ ನೀಡಿದರು. ದೇಶದ ಕೈಗಾರಿಕೆಗಳಿಗೆ ಉತ್ತೇಜನ ನೀಡಬೇಕು. ಸರ್ಕಾರ ಸ್ವದೇಶಿ ಉದ್ಯಮಗಳಿಗೆ ಪ್ರೋತ್ಸಾಹ ನೀಡಬೇಕು ಎಂದು ಒತ್ತಾಯಿಸಿದರು.: [536, 628, 596, 681]
- apmc-item-price: 26 ಕೆಜಿ: [76, 345, 90, 351]
- apmc-item-name: ನಿಂಬೆ: [15, 361, 23, 367]
- table-cell: 12.308: [76, 179, 108, 188]
- apmc-item-price: 50 ಕೆಜಿ: [76, 246, 90, 252]
- table-cell: 2858.25: [39, 197, 75, 206]
- story-body-col: ಹಿಂದಿನ ಚುನಾವಣೆಗಳಲ್ಲಿ ಕೂಡ ಇದೇ ರೀತಿ ಅಕ್ರಮ ನಡೆದಿರುವ ಸಾಧ್ಯತೆ ಇದೆ. ಪಾರದರ್ಶಕ ಚುನಾವಣೆ ನಡೆಯಬೇಕಾದರೆ ಮತದಾರರ ಪಟ್ಟಿ ಸರಿಯಾಗಿರಬೇಕು. ಆಯೋಗ ಈ ಬಗ್ಗೆ ಕ್ರಮ ಕೈಗೊಳ್ಳಬೇಕು ಎಂದು ಆಗ್ರಹಿಸಿದರು. ಸುದ್ದಿಗೋಷ್ಠಿಯಲ್ಲಿ ಪಕ್ಷದ ಮುಖಂಡರು ಹಾಜರಿದ್ದರು.: [408, 206, 500, 233]
- apmc-item-price: 20 ಕೆಜಿ: [76, 271, 90, 277]
- divider: [8, 762, 596, 764]
- apmc-item-price: 15 ಕೆಜಿ: [76, 263, 90, 269]
- desh-col: [344, 792, 408, 910]
- story-body-col: ಮೈಸೂರು: ನಗರದ ಮೆಟ್ರಿಕ್ ನಂತರದ ವಿದ್ಯಾರ್ಥಿನಿಯರ ವಸತಿ ನಿಲಯದಲ್ಲಿ ಮೂಲಸೌಲಭ್ಯ ಒದಗಿಸುವಂತೆ ಒತ್ತಾಯಿಸಿ ಎಐಡಿಎಸ್ಒ ನೇತೃತ್ವದಲ್ಲಿ ವಿದ್ಯಾರ್ಥಿನಿಯರು ಪ್ರತಿಭಟನೆ ನಡೆಸಿದರು. ಹಾಸ್ಟೆಲ್ ನಲ್ಲಿ ಶುದ್ಧ ಕುಡಿಯುವ ನೀರು, ಶೌಚಾಲಯ, ಗುಣಮಟ್ಟದ ಆಹಾರ ಒದಗಿಸುತ್ತಿಲ್ಲ. ಕೊಠಡಿಗಳಲ್ಲಿ ಸಾಮರ್ಥ್ಯಕ್ಕಿಂತ ಹೆಚ್ಚು ವಿದ್ಯಾರ್ಥಿನಿಯರನ್ನು ಇರಿಸಲಾಗಿದೆ. ಗ್ರಂಥಾಲಯ ಮತ್ತು ಓದುವ ಕೊಠಡಿ ವ್ಯವಸ್ಥೆ ಇಲ್ಲ. ಇದರಿಂದ ವಿದ್ಯಾಭ್ಯಾಸಕ್ಕೆ ತೊಂದರೆಯಾಗುತ್ತಿದೆ ಎಂದು ಆರೋಪಿಸಿದರು. ಅಧಿಕಾರಿಗಳು ಸ್ಥಳಕ್ಕೆ ಭೇಟಿ ನೀಡಿ ಸಮಸ್ಯೆ ಪರಿಹರಿಸುವ ಭರವಸೆ ನೀಡಿದ ಬಳಿಕ ಪ್ರತಿಭಟನೆ ಹಿಂಪಡೆಯಲಾಯಿತು. ಸಂಘಟನೆಯ ಜಿಲ್ಲಾ ಅಧ್ಯಕ್ಷರು, ಕಾರ್ಯದರ್ಶಿ ಹಾಗೂ ಪದಾಧಿಕಾರಿಗಳು ಭಾಗವಹಿಸಿದ್ದರು.: [148, 442, 230, 506]
- kalyana-photo: [210, 555, 402, 623]
- lead-photo: [212, 99, 402, 197]
- lead-body-3: ಮತದಾರರ ಪಟ್ಟಿ ಪರಿಷ್ಕರಣೆ ಸಂದರ್ಭದಲ್ಲಿ ನಿಯಮ ಉಲ್ಲಂಘನೆಯಾಗಿದೆ. ಬೂತ್ ಮಟ್ಟದ ಅಧಿಕಾರಿಗಳು ಸರಿಯಾದ ಪರಿಶೀಲನೆ ನಡೆಸಿಲ್ಲ. ಸತ್ತವರ ಹೆಸರುಗಳು ಪಟ್ಟಿಯಲ್ಲಿ ಇನ್ನೂ ಉಳಿದಿವೆ. ಕಾಂಗ್ರೆಸ್ ಕಾರ್ಯಕರ್ತರು ಪ್ರತಿ ಬೂತ್ ನಲ್ಲಿ ಪರಿಶೀಲನೆ ನಡೆಸಿ ವರದಿ ಸಲ್ಲಿಸಲಿದ್ದಾರೆ. ಈ ಬಗ್ಗೆ ಜಿಲ್ಲಾಧಿಕಾರಿಗಳಿಗೂ ಮನವಿ ಸಲ್ಲಿಸಲಾಗುವುದು ಎಂದು ಹೇಳಿದರು.: [276, 205, 400, 226]
- apmc-item-name: ಆಲೂಗಡ್ಡೆ: [15, 246, 31, 252]
- foreign-photo-caption: ಮೈಸೂರಿನಲ್ಲಿ ಸ್ವದೇಶಿ ಜಾಗರಣ ಮಂಚ್ ಕಾರ್ಯಕರ್ತರು ವಿದೇಶಿ ಕಂಪನಿಗಳ ವಿರುದ್ಧ ಪ್ರತಿಭಟನೆ ನಡೆಸಿದರು.: [408, 614, 550, 619]
- divider: [148, 528, 596, 530]
- table-row: [9, 179, 139, 188]
- apmc-item-price: 23 ಕೆಜಿ: [76, 336, 90, 342]
- table-cell: 2282.09: [39, 188, 75, 197]
- kalyana-photo-caption: ಮೈಸೂರಿನಲ್ಲಿ ಕಲ್ಯಾಣಿ ಉಳಿವಿಗೆ ಆಗ್ರಹಿಸಿ ಸಂಘಟನೆಗಳ ಕಾರ್ಯಕರ್ತರು ಪ್ರತಿಭಟನೆ ನಡೆಸಿದರು.: [210, 624, 334, 629]
- apmc-item-name: ಮೂಲಂಗಿ: [15, 304, 30, 310]
- desh-photo: [412, 793, 524, 847]
- table-cell: ಕಬಿನಿ: [9, 179, 39, 188]
- table-cell: 3.796: [76, 197, 108, 206]
- list-item: [9, 302, 139, 310]
- hostel-col: [148, 338, 212, 440]
- table-cell: 20,000: [107, 188, 139, 197]
- advert-text: ಬಿರಿಡ ಸುರ್ಯ ಸಹನೀ ನಿಮ್ಮ ಬಾಗಿಸಿ: [365, 37, 417, 42]
- lead-headline: ‘ಮೈಸೂರು ಲೋಕಸಭಾ ಕ್ಷೇತ್ರದಲ್ಲೂ ಮತಗಳ್ಳತನ’: [221, 61, 521, 83]
- advert-box-1: [338, 2, 444, 54]
- divider: [148, 316, 596, 318]
- kalupu-col: [8, 784, 72, 910]
- list-item: [9, 269, 139, 277]
- apmc-item-name: ಕ್ಯಾರೆಟ್: [15, 287, 27, 293]
- apmc-item-price: 25 ಕೆಜಿ: [76, 312, 90, 318]
- list-item: [9, 359, 139, 367]
- list-item: [9, 310, 139, 318]
- paper-name: ಉದಯವಾಣಿ ದಿನಪತ್ರಿಕೆ: [32, 9, 86, 18]
- story-headline: ಕಲ್ಯಾಣ ಉಳಿವಿಗೆ ಪ್ರತಿಭಟನೆ: ಮಾತಿನ ಚಕಮಕಿ: [193, 532, 357, 545]
- list-item: [9, 252, 139, 260]
- apmc-item-price: 32 ಕೆಜಿ: [76, 361, 90, 367]
- story-subhead: ಸಂಪೂರ್ಣ ವರದಿ ಅಧಿಕಾರಿಗಳಿಗೆ ಮಾತುಕತೆ, ಕಲ್ಯಾಣಕ್ಕೆ ಸ್ವಚ್ಛತೆ ಮಾಡಲು ಆಗ್ರಹ: [208, 545, 342, 551]
- story-mandali: [8, 586, 140, 750]
- story-body: ಮೈಸೂರು: ನಗರದ ಸಯ್ಯಾಜಿ ರಾವ್ ರಸ್ತೆಯಲ್ಲಿರುವ ಕೃಷ್ಣರಾಜ ಸಹಕಾರ ಬ್ಯಾಂಕ್ ನ ನವೀಕೃತ ಕಟ್ಟಡದ ಉದ್ಘಾಟನಾ ಸಮಾರಂಭ ಆ.9 ರಂದು ಬೆಳಗ್ಗೆ 10.30ಕ್ಕೆ ನಡೆಯಲಿದೆ ಎಂದು ಬ್ಯಾಂಕ್ ಅಧ್ಯಕ್ಷರು ತಿಳಿಸಿದರು. ಬ್ಯಾಂಕ್ 90 ವರ್ಷಗಳ ಇತಿಹಾಸ ಹೊಂದಿದ್ದು ಸದಸ್ಯರಿಗೆ ಉತ್ತಮ ಸೇವೆ ನೀಡುತ್ತಿದೆ. ಸಹಕಾರ ಸಚಿವರು ಕಾರ್ಯಕ್ರಮ ಉದ್ಘಾಟಿಸಲಿದ್ದು ಶಾಸಕರು, ಜನಪ್ರತಿನಿಧಿಗಳು ಭಾಗವಹಿಸಲಿದ್ದಾರೆ. ಬ್ಯಾಂಕ್ ನ ಠೇವಣಿ ಮತ್ತು ಸಾಲ ವಿತರಣೆ ಪ್ರಮಾಣ ಹೆಚ್ಚಾಗಿದ್ದು ಲಾಭದಲ್ಲಿ ಮುನ್ನಡೆಯುತ್ತಿದೆ ಎಂದರು. ನಗರದ ಸಯ್ಯಾಜಿ ರಾವ್ ರಸ್ತೆಯಲ್ಲಿರುವ ಕೃಷ್ಣರಾಜ ಸಹಕಾರ ಬ್ಯಾಂಕ್ ನ ನವೀಕೃತ ಕಟ್ಟಡದ ಉದ್ಘಾಟನಾ ಸಮಾರಂಭ ಆ.9 ರಂದು ಬೆಳಗ್ಗೆ 10.30ಕ್ಕೆ ನಡೆಯಲಿದೆ ಎಂದು ಬ್ಯಾಂಕ್ ಅಧ್ಯಕ್ಷರು ತಿಳಿಸಿದರು. ಬ್ಯಾಂಕ್ 90 ವರ್ಷಗಳ ಇತಿಹಾಸ ಹೊಂದಿದ್ದು ಸದಸ್ಯರಿಗೆ ಉತ್ತಮ ಸೇವೆ ನೀಡುತ್ತಿದೆ. ಸಹಕಾರ ಸಚಿವರು ಕಾರ್ಯಕ್ರಮ ಉದ್ಘಾಟಿಸಲಿದ್ದು ಶಾಸಕರು, ಜನಪ್ರತಿನಿಧಿಗಳು ಭಾಗವಹಿಸಲಿದ್ದಾರೆ. ಬ್ಯಾಂಕ್ ನ ಠೇವಣಿ ಮತ್ತು ಸಾಲ ವಿತರಣೆ ಪ್ರಮಾಣ ಹೆಚ್ಚಾಗಿದ್ದು ಲಾಭದಲ್ಲಿ ಮುನ್ನಡೆಯುತ್ತಿದೆ ಎಂದರು.: [8, 407, 140, 465]
- apmc-item-name: ನುಗ್ಗೆಕಾಯಿ: [15, 320, 31, 326]
- honey-logo-icon: [10, 63, 22, 75]
- story-byline: ● ಉದಯವಾಣಿ ಸಮಾಚಾರ: [8, 785, 51, 790]
- story-kalyana: [148, 532, 402, 552]
- story-hostel: [148, 320, 402, 333]
- section-masthead: ಮೈಸೂರು: [140, 10, 249, 50]
- foreign-photo: [492, 555, 596, 611]
- story-kalupu: [8, 766, 338, 779]
- story-byline: ● ಉದಯವಾಣಿ ಸಮಾಚಾರ: [148, 555, 191, 560]
- print-footer: [0, 913, 600, 928]
- apmc-item-name: ಬೀಟ್ರೂಟ್: [15, 279, 31, 285]
- apmc-date: 06.08.2023: [59, 230, 89, 235]
- honey-title: ಹನಿ ದನಿ: [24, 60, 61, 75]
- story-headline: ಮೈಸೂರಿನಲ್ಲಿ ಕೆಎಸ್‌ಐಎಸ್ಎಫ್ ಕಚೇರಿ ಸ್ಥಾಪನೆ: [408, 99, 596, 109]
- list-item: [9, 334, 139, 342]
- poem-photo: [8, 86, 62, 146]
- table-header: ಜಲಾಶಯ: [9, 170, 39, 179]
- apmc-item-price: 55 ಕೆಜಿ: [76, 238, 90, 244]
- story-kicker: ಆಡಳಿತ ಕಾರ್ಯದರ್ಶಿಗಳ ಸ್ಪಷ್ಟನೆ: ವಿರೋಧ ಪಕ್ಷದವರ ಆರೋಪದಲ್ಲಿ ಹುರುಳಿಲ್ಲ ಎಂದ ಸಚಿವ: [344, 765, 596, 772]
- column-divider: [340, 766, 341, 910]
- reservoir-table-box: [8, 152, 140, 214]
- poem-box: [8, 86, 140, 148]
- apmc-item-price: 23 ಕೆಜಿ: [76, 304, 90, 310]
- story-body-col: ಮೂಡಾ ಪ್ರಕರಣ ಬಗ್ಗೆ ಮಾತು ಜಿಲ್ಲೆಯಲ್ಲಿ ಅಭಿವೃದ್ಧಿ ಕಾರ್ಯಗಳಿಗೆ ಸರ್ಕಾರ ಅನುದಾನ ನೀಡುತ್ತಿಲ್ಲ. ಕ್ಷೇತ್ರದ ರಸ್ತೆ, ಕುಡಿಯುವ ನೀರಿನ ಯೋಜನೆಗಳು ಸ್ಥಗಿತಗೊಂಡಿವೆ. ಈ ಬಗ್ಗೆ ಮುಖ್ಯಮಂತ್ರಿಗಳ ಗಮನ ಸೆಳೆಯಲಾಗುವುದು. ಜನರ ಸಮಸ್ಯೆಗಳಿಗೆ ಸ್ಪಂದಿಸುವುದು ಜನಪ್ರತಿನಿಧಿಗಳ ಕರ್ತವ್ಯ. ಪಕ್ಷಾತೀತವಾಗಿ ಅಭಿವೃದ್ಧಿಗೆ ಸಹಕರಿಸಬೇಕು ಎಂದು ಹೇಳಿದರು. ಮೈಸೂರು: ಮತಗಳ್ಳತನ ನಡೆದಿರುವ ಬಗ್ಗೆ ನನಗೆ ಯಾವುದೇ ಮಾಹಿತಿ ಇಲ್ಲ. ಆ ಬಗ್ಗೆ ಕಾಂಗ್ರೆಸ್ ನಾಯಕರೇ ಉತ್ತರಿಸಬೇಕು ಎಂದು ಶಾಸಕ ಜಿ.ಟಿ.ದೇವೇಗೌಡ ಹೇಳಿದರು. ನಗರದಲ್ಲಿ ಸುದ್ದಿಗಾರರೊಂದಿಗೆ ಮಾತನಾಡಿದ ಅವರು, ಚುನಾವಣಾ ಆಯೋಗ ಸ್ವತಂತ್ರ ಸಂಸ್ಥೆ. ಆರೋಪಗಳಿದ್ದರೆ ದಾಖಲೆ ಸಹಿತ ದೂರು ನೀಡಲಿ. ಆಯೋಗ ಪರಿಶೀಲಿಸಿ ಕ್ರಮ ಕೈಗೊಳ್ಳುತ್ತದೆ. ರಾಜಕೀಯ ಉದ್ದೇಶದಿಂದ ಆರೋಪ ಮಾಡುವುದು ಸರಿಯಲ್ಲ.: [408, 408, 500, 472]
- story-body-col: ಮೈಸೂರು: ನಗರದ ಮೆಟ್ರಿಕ್ ನಂತರದ ವಿದ್ಯಾರ್ಥಿನಿಯರ ವಸತಿ ನಿಲಯದಲ್ಲಿ ಮೂಲಸೌಲಭ್ಯ ಒದಗಿಸುವಂತೆ ಒತ್ತಾಯಿಸಿ ಎಐಡಿಎಸ್ಒ ನೇತೃತ್ವದಲ್ಲಿ ವಿದ್ಯಾರ್ಥಿನಿಯರು ಪ್ರತಿಭಟನೆ ನಡೆಸಿದರು. ಹಾಸ್ಟೆಲ್ ನಲ್ಲಿ ಶುದ್ಧ ಕುಡಿಯುವ ನೀರು, ಶೌಚಾಲಯ, ಗುಣಮಟ್ಟದ ಆಹಾರ ಒದಗಿಸುತ್ತಿಲ್ಲ. ಕೊಠಡಿಗಳಲ್ಲಿ ಸಾಮರ್ಥ್ಯಕ್ಕಿಂತ ಹೆಚ್ಚು ವಿದ್ಯಾರ್ಥಿನಿಯರನ್ನು ಇರಿಸಲಾಗಿದೆ. ಗ್ರಂಥಾಲಯ ಮತ್ತು ಓದುವ ಕೊಠಡಿ ವ್ಯವಸ್ಥೆ ಇಲ್ಲ. ಇದರಿಂದ ವಿದ್ಯಾಭ್ಯಾಸಕ್ಕೆ ತೊಂದರೆಯಾಗುತ್ತಿದೆ ಎಂದು ಆರೋಪಿಸಿದರು. ಅಧಿಕಾರಿಗಳು ಸ್ಥಳಕ್ಕೆ ಭೇಟಿ ನೀಡಿ ಸಮಸ್ಯೆ ಪರಿಹರಿಸುವ ಭರವಸೆ ನೀಡಿದ ಬಳಿಕ ಪ್ರತಿಭಟನೆ ಹಿಂಪಡೆಯಲಾಯಿತು. ಸಂಘಟನೆಯ ಜಿಲ್ಲಾ ಅಧ್ಯಕ್ಷರು, ಕಾರ್ಯದರ್ಶಿ ಹಾಗೂ ಪದಾಧಿಕಾರಿಗಳು ಭಾಗವಹಿಸಿದ್ದರು.: [234, 442, 316, 506]
- page-header: [0, 0, 600, 58]
- story-body: ಮೈಸೂರು: ನಗರದ ಐತಿಹಾಸಿಕ ಕಲ್ಯಾಣಿಯನ್ನು ಉಳಿಸುವಂತೆ ಆಗ್ರಹಿಸಿ ವಿವಿಧ ಸಂಘಟನೆಗಳ ಕಾರ್ಯಕರ್ತರು ಪ್ರತಿಭಟನೆ ನಡೆಸಿದರು. ಕಲ್ಯಾಣಿಯಲ್ಲಿ ಕಸ ತುಂಬಿದ್ದು ದುರ್ನಾತ ಬೀರುತ್ತಿದೆ. ಪಾಲಿಕೆ ಅಧಿಕಾರಿಗಳು ಯಾವುದೇ ಕ್ರಮ ಕೈಗೊಂಡಿಲ್ಲ ಎಂದು ಆರೋಪಿಸಿದರು. ಸ್ಥಳಕ್ಕೆ ಬಂದ ಅಧಿಕಾರಿಗಳೊಂದಿಗೆ ಪ್ರತಿಭಟನಾಕಾರರು ಮಾತಿನ ಚಕಮಕಿ ನಡೆಸಿದರು. ಕಲ್ಯಾಣಿಯನ್ನು ಸ್ವಚ್ಛಗೊಳಿಸಿ ಸಂರಕ್ಷಿಸುವಂತೆ ಒತ್ತಾಯಿಸಿದರು. ಐತಿಹಾಸಿಕ ಸ್ಮಾರಕಗಳ ರಕ್ಷಣೆ ಸರ್ಕಾರದ ಜವಾಬ್ದಾರಿ. ಪುರಾತತ್ವ ಇಲಾಖೆ ಗಮನ ಹರಿಸಬೇಕು ಎಂದರು.: [148, 562, 206, 631]
- story-headline: ಮತ್ತ ಮಂಡಳಿ 90ನೆ ಸಂಭ್ರಮ: [8, 586, 97, 596]
- gtd-col: [408, 338, 484, 410]
- column-divider: [404, 320, 405, 528]
- story-headline: ಕಲ್ಲುಪಿತ ಪ್ರಕರಣ: 5 ಕೋಟಿ ಪರಿಹಾರಕ್ಕೆ ಆಗ್ರಹ: [8, 766, 168, 778]
- table-header: ಇಂದಿನ: [76, 170, 108, 179]
- list-item: [9, 285, 139, 293]
- lead-byline-col: [148, 98, 208, 206]
- apmc-item-name: ಬೆಂಡೆಕಾಯಿ: [15, 328, 33, 334]
- story-byline: ● ಉದಯವಾಣಿ ಸಮಾಚಾರ: [148, 339, 191, 344]
- table-row: [9, 188, 139, 197]
- apmc-item-price: 45 ಕೆಜಿ: [76, 254, 90, 260]
- lead-story: [148, 60, 594, 94]
- poem-text: ನೀಲಿ ಬಾನಿನ ಬೆಳ್ಳಿ ಮೋಡ ಹಾರಿ ಬರುತ್ತಿದೆ ಬಂದ ಕಡೆಯಿಂದ ಮತ್ತೆ ಹೊರಟಿದೆ: [66, 96, 132, 107]
- hostel-photo-caption: ಮೈಸೂರಿನಲ್ಲಿ ಸೌಲಭ್ಯಕ್ಕಾಗಿ ವಿದ್ಯಾರ್ಥಿನಿಯರು ಎಐಡಿಎಸ್ಒ ನೇತೃತ್ವದಲ್ಲಿ ಪ್ರತಿಭಟನೆ ನಡೆಸಿದರು.: [216, 431, 342, 436]
- column-divider: [143, 60, 144, 760]
- table-cell: 3,458: [107, 197, 139, 206]
- table-cell: 12,308: [107, 179, 139, 188]
- table-header: ಗರಿಷ್ಠ: [39, 170, 75, 179]
- story-body: ಮೈಸೂರು: ಅಮೆರಿಕ ಅಧ್ಯಕ್ಷರ ಸುಂಕ ನೀತಿ ಖಂಡಿಸಿ ವಿದೇಶಿ ಕಂಪನಿಗಳ ವಿರುದ್ಧ ಸ್ವದೇಶಿ ಜಾಗರಣ ಮಂಚ್ ಕಾರ್ಯಕರ್ತರು ಪ್ರತಿಭಟನೆ ನಡೆಸಿದರು. ಭಾರತೀಯರು ಸ್ವದೇಶಿ ವಸ್ತುಗಳನ್ನು ಬಳಸಿ ದೇಶದ ಆರ್ಥಿಕತೆ ಬಲಪಡಿಸಬೇಕು. ವಿದೇಶಿ ಉತ್ಪನ್ನಗಳನ್ನು ಬಹಿಷ್ಕರಿಸಬೇಕು ಎಂದು ಕರೆ ನೀಡಿದರು. ದೇಶದ ಕೈಗಾರಿಕೆಗಳಿಗೆ ಉತ್ತೇಜನ ನೀಡಬೇಕು. ಸರ್ಕಾರ ಸ್ವದೇಶಿ ಉದ್ಯಮಗಳಿಗೆ ಪ್ರೋತ್ಸಾಹ ನೀಡಬೇಕು ಎಂದು ಒತ್ತಾಯಿಸಿದರು.: [408, 562, 488, 605]
- table-cell: ಹಾರಂಗಿ: [9, 197, 39, 206]
- list-item: [9, 261, 139, 269]
- list-item: [9, 236, 139, 244]
- story-byline: ● ಉದಯವಾಣಿ ಸಮಾಚಾರ: [408, 555, 451, 560]
- registration-dots: [280, 918, 312, 923]
- issue-date: ಸೋಮವಾರ, ಆಗಸ್ಟ್ 7, 2023: [14, 38, 69, 44]
- story-body-col: ಪಡೆಯಲ್ಲಿ ತರಬೇತಿ ಪಡೆದ ಸಿಬ್ಬಂದಿ ಕಾರ್ಯನಿರ್ವಹಿಸಲಿದ್ದು ಸರ್ಕಾರಿ ಹಾಗೂ ಖಾಸಗಿ ಕೈಗಾರಿಕೆಗಳು ಸೇವೆ ಪಡೆಯಬಹುದಾಗಿದೆ. ಇದರಿಂದ ಸ್ಥಳೀಯ ಯುವಕರಿಗೆ ಉದ್ಯೋಗ ಅವಕಾಶಗಳು ಹೆಚ್ಚಲಿವೆ. ಮೊದಲ ಹಂತದಲ್ಲಿ 200 ಸಿಬ್ಬಂದಿಯನ್ನು ನಿಯೋಜಿಸಲಾಗುವುದು ಎಂದು ಅಧಿಕಾರಿಗಳು ತಿಳಿಸಿದ್ದಾರೆ.: [504, 206, 596, 233]
- gtd-photo: [488, 339, 596, 405]
- table-row: [9, 197, 139, 206]
- hostel-photo: [216, 338, 402, 430]
- apmc-item-name: ಹೂಕೋಸು: [15, 353, 32, 359]
- story-byline: ● ಉದಯವಾಣಿ ಸಮಾಚಾರ: [344, 793, 387, 798]
- apmc-item-price: 22 ಕೆಜಿ: [76, 295, 90, 301]
- apmc-item-name: ಬೀನ್ಸ್: [15, 238, 24, 244]
- story-body-col: ಮೈಸೂರು: ಕಲುಷಿತ ನೀರು ಸೇವಿಸಿ ಮೃತಪಟ್ಟವರ ಕುಟುಂಬಗಳಿಗೆ ತಲಾ 5 ಕೋಟಿ ರೂ. ಪರಿಹಾರ ನೀಡುವಂತೆ ಆಗ್ರಹಿಸಿ ಸಂಘಟನೆಗಳು ಪ್ರತಿಭಟನೆ ನಡೆಸಿದವು. ಘಟನೆಗೆ ಕಾರಣರಾದ ಅಧಿಕಾರಿಗಳ ವಿರುದ್ಧ ಕಠಿಣ ಕ್ರಮ ಕೈಗೊಳ್ಳಬೇಕು. ಗ್ರಾಮಗಳಿಗೆ ಶುದ್ಧ ಕುಡಿಯುವ ನೀರು ಪೂರೈಸಬೇಕು. ಅಸ್ವಸ್ಥರಾದವರಿಗೆ ಉಚಿತ ಚಿಕಿತ್ಸೆ ನೀಡಬೇಕು ಎಂದು ಒತ್ತಾಯಿಸಿದರು.: [76, 846, 162, 878]
- story-subhead: ಟ್ರಂಪ್ ದೇಶದ ಎಲ್ಲಾ ಉತ್ಪನ್ನ ಬಹಿಷ್ಕರಿಸಿ, ಆರ್ಥಿಕ ಸ್ವಾವಲಂಬನೆ ಸಾಧಿಸಲು ಕರೆ: [439, 544, 565, 550]
- story-body-col: ಮೈಸೂರು: ಅಮೆರಿಕ ಅಧ್ಯಕ್ಷರ ಸುಂಕ ನೀತಿ ಖಂಡಿಸಿ ವಿದೇಶಿ ಕಂಪನಿಗಳ ವಿರುದ್ಧ ಸ್ವದೇಶಿ ಜಾಗರಣ ಮಂಚ್ ಕಾರ್ಯಕರ್ತರು ಪ್ರತಿಭಟನೆ ನಡೆಸಿದರು. ಭಾರತೀಯರು ಸ್ವದೇಶಿ ವಸ್ತುಗಳನ್ನು ಬಳಸಿ ದೇಶದ ಆರ್ಥಿಕತೆ ಬಲಪಡಿಸಬೇಕು. ವಿದೇಶಿ ಉತ್ಪನ್ನಗಳನ್ನು ಬಹಿಷ್ಕರಿಸಬೇಕು ಎಂದು ಕರೆ ನೀಡಿದರು. ದೇಶದ ಕೈಗಾರಿಕೆಗಳಿಗೆ ಉತ್ತೇಜನ ನೀಡಬೇಕು. ಸರ್ಕಾರ ಸ್ವದೇಶಿ ಉದ್ಯಮಗಳಿಗೆ ಪ್ರೋತ್ಸಾಹ ನೀಡಬೇಕು ಎಂದು ಒತ್ತಾಯಿಸಿದರು.: [472, 628, 532, 681]
- honey-author: • ಎಸ್. ಹುಸೇನಪ್ಪ: [46, 73, 71, 78]
- kalupu-photo: [76, 785, 252, 837]
- apmc-title: ಎಪಿಎಂಸಿ ಧಾರಣೆ: [9, 218, 139, 229]
- reservoir-title: ಜಲಾಶಯಗಳ ನೀರಿನ ಮಟ್ಟ: [9, 153, 139, 164]
- story-body-col: ಮೈಸೂರು: ಅಮೆರಿಕ ಅಧ್ಯಕ್ಷರ ಸುಂಕ ನೀತಿ ಖಂಡಿಸಿ ವಿದೇಶಿ ಕಂಪನಿಗಳ ವಿರುದ್ಧ ಸ್ವದೇಶಿ ಜಾಗರಣ ಮಂಚ್ ಕಾರ್ಯಕರ್ತರು ಪ್ರತಿಭಟನೆ ನಡೆಸಿದರು. ಭಾರತೀಯರು ಸ್ವದೇಶಿ ವಸ್ತುಗಳನ್ನು ಬಳಸಿ ದೇಶದ ಆರ್ಥಿಕತೆ ಬಲಪಡಿಸಬೇಕು. ವಿದೇಶಿ ಉತ್ಪನ್ನಗಳನ್ನು ಬಹಿಷ್ಕರಿಸಬೇಕು ಎಂದು ಕರೆ ನೀಡಿದರು. ದೇಶದ ಕೈಗಾರಿಕೆಗಳಿಗೆ ಉತ್ತೇಜನ ನೀಡಬೇಕು. ಸರ್ಕಾರ ಸ್ವದೇಶಿ ಉದ್ಯಮಗಳಿಗೆ ಪ್ರೋತ್ಸಾಹ ನೀಡಬೇಕು ಎಂದು ಒತ್ತಾಯಿಸಿದರು.: [408, 628, 468, 681]
- registration-dots: [100, 918, 132, 923]
- story-headline: ‘ದೇಶದ ತಲಾ ಆದಾಯದಲ್ಲಿ ರಾಜ್ಯವೇ ಪ್ರಥಮ ಸ್ಥಾನ’: [361, 772, 579, 787]
- phone-icon: [344, 21, 356, 43]
